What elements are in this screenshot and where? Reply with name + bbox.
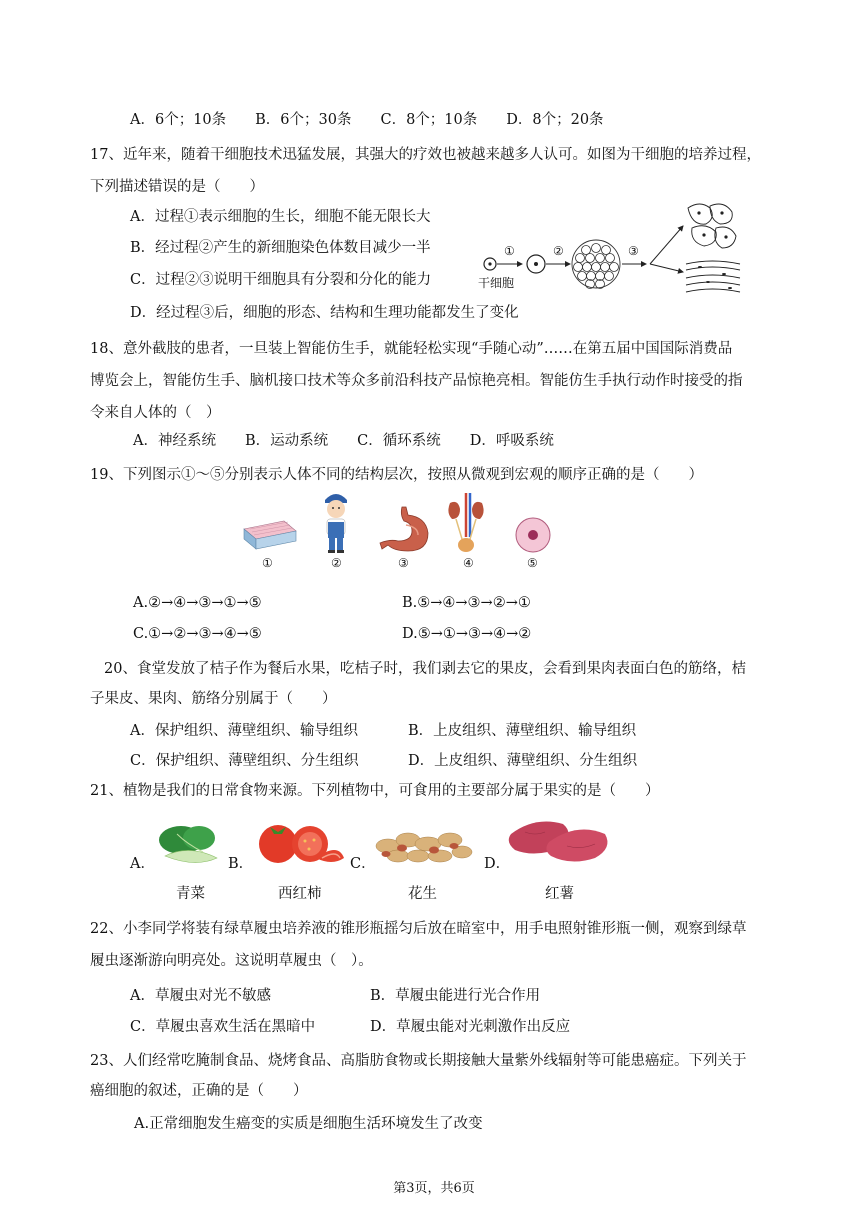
fig-step2-label: ② [553, 244, 564, 258]
q18-stem-line3: 令来自人体的（ ） [90, 405, 221, 421]
q23-stem-line1: 23、人们经常吃腌制食品、烧烤食品、高脂肪食物或长期接触大量紫外线辐射等可能患癌症。下列关于 [90, 1053, 747, 1069]
q18-stem-line1: 18、意外截肢的患者，一旦装上智能仿生手，就能轻松实现“手随心动”……在第五届中国国际消费品 [90, 341, 733, 357]
q17-option-c: C．过程②③说明干细胞具有分裂和分化的能力 [130, 272, 432, 288]
q22-option-d: D．草履虫能对光刺激作出反应 [370, 1019, 571, 1035]
q18-stem-line2: 博览会上，智能仿生手、脑机接口技术等众多前沿科技产品惊艳亮相。智能仿生手执行动作时接受的指 [90, 373, 743, 389]
cell-image [513, 515, 553, 555]
q21-name-d: 红薯 [545, 886, 574, 902]
stem-cell-culture-figure [478, 198, 748, 298]
q22-stem-line1: 22、小李同学将装有绿草履虫培养液的锥形瓶摇匀后放在暗室中，用手电照射锥形瓶一侧，观察到绿草 [90, 921, 747, 937]
q19-label-5: ⑤ [527, 556, 538, 570]
q19-option-b: B.⑤→④→③→②→① [402, 595, 531, 611]
q16-options: A．6个；10条 B．6个；30条 C．8个；10条 D．8个；20条 [130, 112, 604, 128]
q17-stem-line1: 17、近年来，随着干细胞技术迅猛发展，其强大的疗效也被越来越多人认可。如图为干细胞的培养过程， [90, 147, 761, 163]
q23-stem-line2: 癌细胞的叙述，正确的是（ ） [90, 1083, 308, 1099]
q22-option-a: A．草履虫对光不敏感 [130, 988, 271, 1004]
q21-letter-c: C． [350, 856, 376, 872]
q19-option-a: A.②→④→③→①→⑤ [133, 595, 262, 611]
q19-label-3: ③ [398, 556, 409, 570]
q22-option-b: B．草履虫能进行光合作用 [370, 988, 541, 1004]
q17-option-b: B．经过程②产生的新细胞染色体数目减少一半 [130, 240, 431, 256]
q19-option-d: D.⑤→①→③→④→② [402, 626, 532, 642]
q20-option-b: B．上皮组织、薄壁组织、输导组织 [408, 723, 637, 739]
fig-step3-label: ③ [628, 244, 639, 258]
q21-stem: 21、植物是我们的日常食物来源。下列植物中，可食用的主要部分属于果实的是（ ） [90, 783, 660, 799]
person-image [318, 490, 354, 554]
q21-name-c: 花生 [408, 886, 437, 902]
fig-step1-label: ① [504, 244, 515, 258]
q20-option-d: D．上皮组织、薄壁组织、分生组织 [408, 753, 638, 769]
q20-option-c: C．保护组织、薄壁组织、分生组织 [130, 753, 359, 769]
q19-stem: 19、下列图示①～⑤分别表示人体不同的结构层次，按照从微观到宏观的顺序正确的是（ ） [90, 467, 703, 483]
tissue-image [240, 515, 300, 555]
q20-option-a: A．保护组织、薄壁组织、输导组织 [130, 723, 358, 739]
q18-options: A．神经系统 B．运动系统 C．循环系统 D．呼吸系统 [133, 433, 554, 449]
q22-option-c: C．草履虫喜欢生活在黑暗中 [130, 1019, 316, 1035]
q21-name-b: 西红柿 [278, 886, 322, 902]
q23-option-a: A.正常细胞发生癌变的实质是细胞生活环境发生了改变 [134, 1116, 483, 1132]
q17-option-d: D．经过程③后，细胞的形态、结构和生理功能都发生了变化 [130, 305, 519, 321]
q20-stem-line2: 子果皮、果肉、筋络分别属于（ ） [90, 691, 337, 707]
q19-label-1: ① [262, 556, 273, 570]
q19-label-2: ② [331, 556, 342, 570]
fig-stem-cell-label: 干细胞 [478, 276, 515, 290]
urinary-system-image [446, 493, 486, 557]
q21-name-a: 青菜 [176, 886, 205, 902]
stomach-image [378, 505, 432, 555]
q17-stem-line2: 下列描述错误的是（ ） [90, 179, 264, 195]
peanut-image [372, 822, 474, 868]
q21-letter-d: D． [484, 856, 511, 872]
q22-stem-line2: 履虫逐渐游向明亮处。这说明草履虫（ ）。 [90, 953, 373, 969]
tomato-image [252, 818, 348, 866]
q17-option-a: A．过程①表示细胞的生长，细胞不能无限长大 [130, 209, 431, 225]
sweet-potato-image [505, 812, 615, 866]
q21-letter-b: B． [228, 856, 254, 872]
q19-label-4: ④ [463, 556, 474, 570]
q20-stem-line1: 20、食堂发放了桔子作为餐后水果，吃桔子时，我们剥去它的果皮，会看到果肉表面白色的筋络，桔 [104, 661, 746, 677]
page-footer: 第3页，共6页 [393, 1181, 475, 1196]
q19-option-c: C.①→②→③→④→⑤ [133, 626, 262, 642]
q21-letter-a: A． [130, 856, 155, 872]
bok-choy-image [155, 822, 223, 868]
